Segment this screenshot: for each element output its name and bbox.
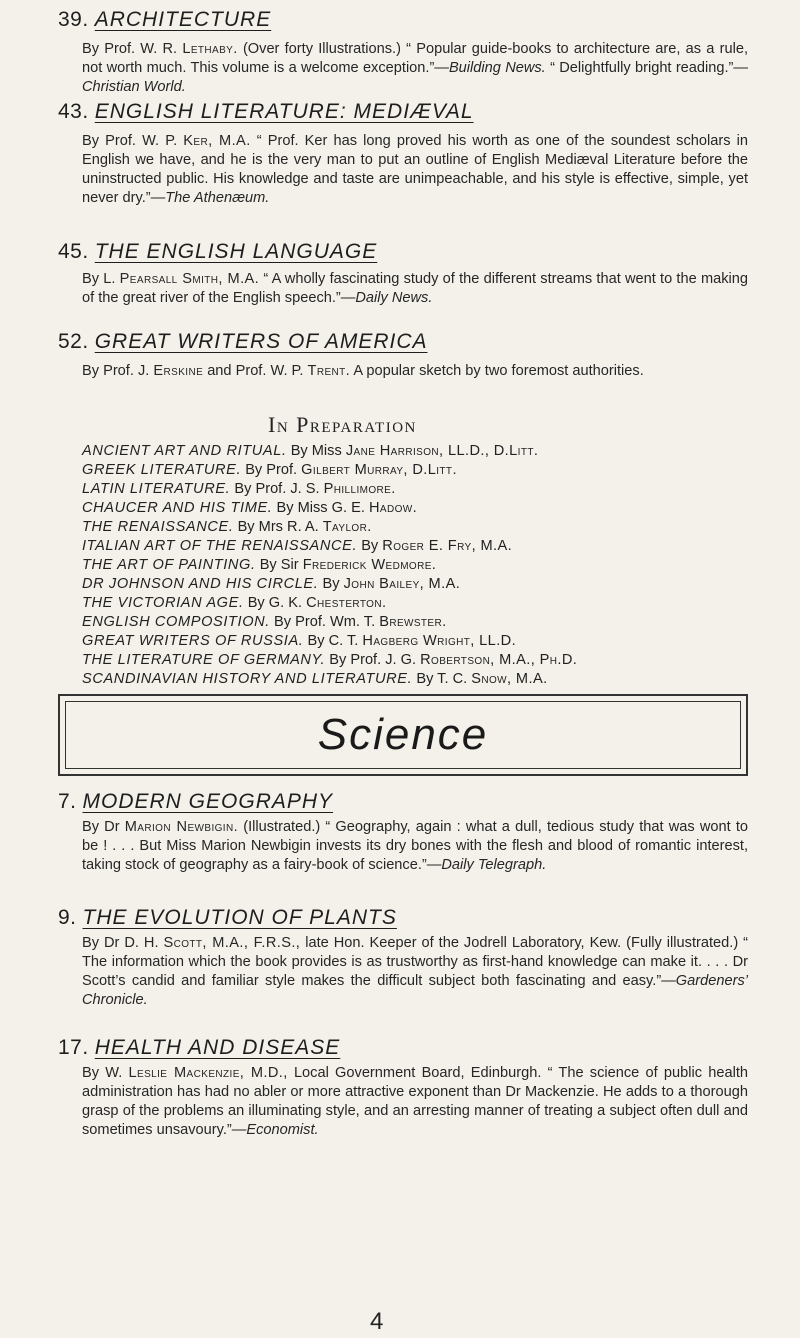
preparation-list xyxy=(82,442,748,689)
list-item: CHAUCER AND HIS TIME. By Miss G. E. Hadow. xyxy=(82,500,418,516)
page-number: 4 xyxy=(370,1308,384,1335)
review-source: Christian World. xyxy=(82,79,186,95)
review-source: Daily News. xyxy=(355,290,433,306)
section-banner xyxy=(58,694,748,776)
entry-description: By Prof. W. P. Ker, M.A. “ Prof. Ker has long proved his worth as one of the soundest scholars in English we have, and he is the very man to put an outline of English Mediæval Literature before the uninstructed public. His knowledge and taste are unimpeachable, and his style is effective, simple, yet never dry.”—The Athenæum. xyxy=(82,133,748,206)
entry-number: 39. xyxy=(58,8,89,31)
entry-number: 43. xyxy=(58,100,89,123)
section-title: Science xyxy=(65,701,741,769)
review-source: The Athenæum. xyxy=(165,190,270,206)
entry-heading xyxy=(58,330,748,354)
entry-description: By Dr D. H. Scott, M.A., F.R.S., late Hon. Keeper of the Jodrell Laboratory, Kew. (Fully illustrated.) “ The information which the book provides is as trustworthy as first-hand knowledge can make it. . . . Dr Scott’s candid and familiar style makes the difficult subject both fascinating and easy.”—Gardeners’ Chronicle. xyxy=(82,935,749,1008)
list-item: THE LITERATURE OF GERMANY. By Prof. J. G. Robertson, M.A., Ph.D. xyxy=(82,652,578,668)
list-item: THE VICTORIAN AGE. By G. K. Chesterton. xyxy=(82,595,387,611)
list-item: DR JOHNSON AND HIS CIRCLE. By John Bailey, M.A. xyxy=(82,576,461,592)
entry-number: 9. xyxy=(58,906,77,929)
list-item: GREAT WRITERS OF RUSSIA. By C. T. Hagberg Wright, LL.D. xyxy=(82,633,517,649)
entry-description: By L. Pearsall Smith, M.A. “ A wholly fascinating study of the different streams that went to the making of the great river of the English speech.”—Daily News. xyxy=(82,271,748,306)
entry-title: THE EVOLUTION OF PLANTS xyxy=(82,906,397,929)
entry-heading xyxy=(58,100,748,124)
entry-title: MODERN GEOGRAPHY xyxy=(82,790,334,813)
author-name: Leslie Mackenzie, M.D., xyxy=(128,1065,288,1081)
review-source: Daily Telegraph. xyxy=(441,857,547,873)
entry-title: HEALTH AND DISEASE xyxy=(94,1036,341,1059)
author-name: Ker, M.A. xyxy=(183,133,251,149)
entry-title: GREAT WRITERS OF AMERICA xyxy=(94,330,428,353)
list-item: LATIN LITERATURE. By Prof. J. S. Phillimore. xyxy=(82,481,396,497)
review-source: Economist. xyxy=(246,1122,319,1138)
entry-description: By Prof. W. R. Lethaby. (Over forty Illustrations.) “ Popular guide-books to architecture are, as a rule, not worth much. This volume is a welcome exception.”—Building News. “ Delightfully bright reading.”—Christian World. xyxy=(82,41,749,95)
entry-number: 52. xyxy=(58,330,89,353)
list-item: ANCIENT ART AND RITUAL. By Miss Jane Harrison, LL.D., D.Litt. xyxy=(82,443,539,459)
author-name: Erskine xyxy=(153,363,204,379)
author-name: Lethaby. xyxy=(182,41,238,57)
entry-heading xyxy=(58,1036,748,1060)
review-source: Gardeners’ Chronicle. xyxy=(82,973,748,1008)
author-name: Trent. xyxy=(307,363,351,379)
entry-number: 45. xyxy=(58,240,89,263)
list-item: ITALIAN ART OF THE RENAISSANCE. By Roger E. Fry, M.A. xyxy=(82,538,513,554)
list-item: THE RENAISSANCE. By Mrs R. A. Taylor. xyxy=(82,519,372,535)
entry-description: By W. Leslie Mackenzie, M.D., Local Government Board, Edinburgh. “ The science of public health administration has had no abler or more attractive exponent than Dr Mackenzie. He adds to a thorough grasp of the problems an illuminating style, and an arresting manner of treating a subject often dull and sometimes unsavoury.”—Economist. xyxy=(82,1065,749,1138)
entry-heading xyxy=(58,790,748,814)
list-item: THE ART OF PAINTING. By Sir Frederick Wedmore. xyxy=(82,557,437,573)
review-source: Building News. xyxy=(448,60,546,76)
entry-number: 17. xyxy=(58,1036,89,1059)
entry-heading xyxy=(58,240,748,264)
author-name: Marion Newbigin. xyxy=(124,819,239,835)
entry-title: ENGLISH LITERATURE: MEDIÆVAL xyxy=(94,100,474,123)
preparation-heading: In Preparation xyxy=(268,412,417,437)
entry-title: THE ENGLISH LANGUAGE xyxy=(94,240,378,263)
list-item: SCANDINAVIAN HISTORY AND LITERATURE. By T. C. Snow, M.A. xyxy=(82,671,548,687)
entry-heading xyxy=(58,906,748,930)
author-name: Scott, M.A., F.R.S., xyxy=(163,935,301,951)
list-item: ENGLISH COMPOSITION. By Prof. Wm. T. Brewster. xyxy=(82,614,447,630)
list-item: GREEK LITERATURE. By Prof. Gilbert Murray, D.Litt. xyxy=(82,462,457,478)
entry-heading xyxy=(58,8,748,32)
entry-number: 7. xyxy=(58,790,77,813)
entry-description: By Dr Marion Newbigin. (Illustrated.) “ Geography, again : what a dull, tedious study that was wont to be ! . . . But Miss Marion Newbigin invests its dry bones with the flesh and blood of romantic interest, taking stock of geography as a fairy-book of science.”—Daily Telegraph. xyxy=(82,819,748,873)
entry-title: ARCHITECTURE xyxy=(94,8,272,31)
entry-description: By Prof. J. Erskine and Prof. W. P. Trent. A popular sketch by two foremost authorities. xyxy=(82,363,644,379)
author-name: Pearsall Smith, M.A. xyxy=(119,271,260,287)
